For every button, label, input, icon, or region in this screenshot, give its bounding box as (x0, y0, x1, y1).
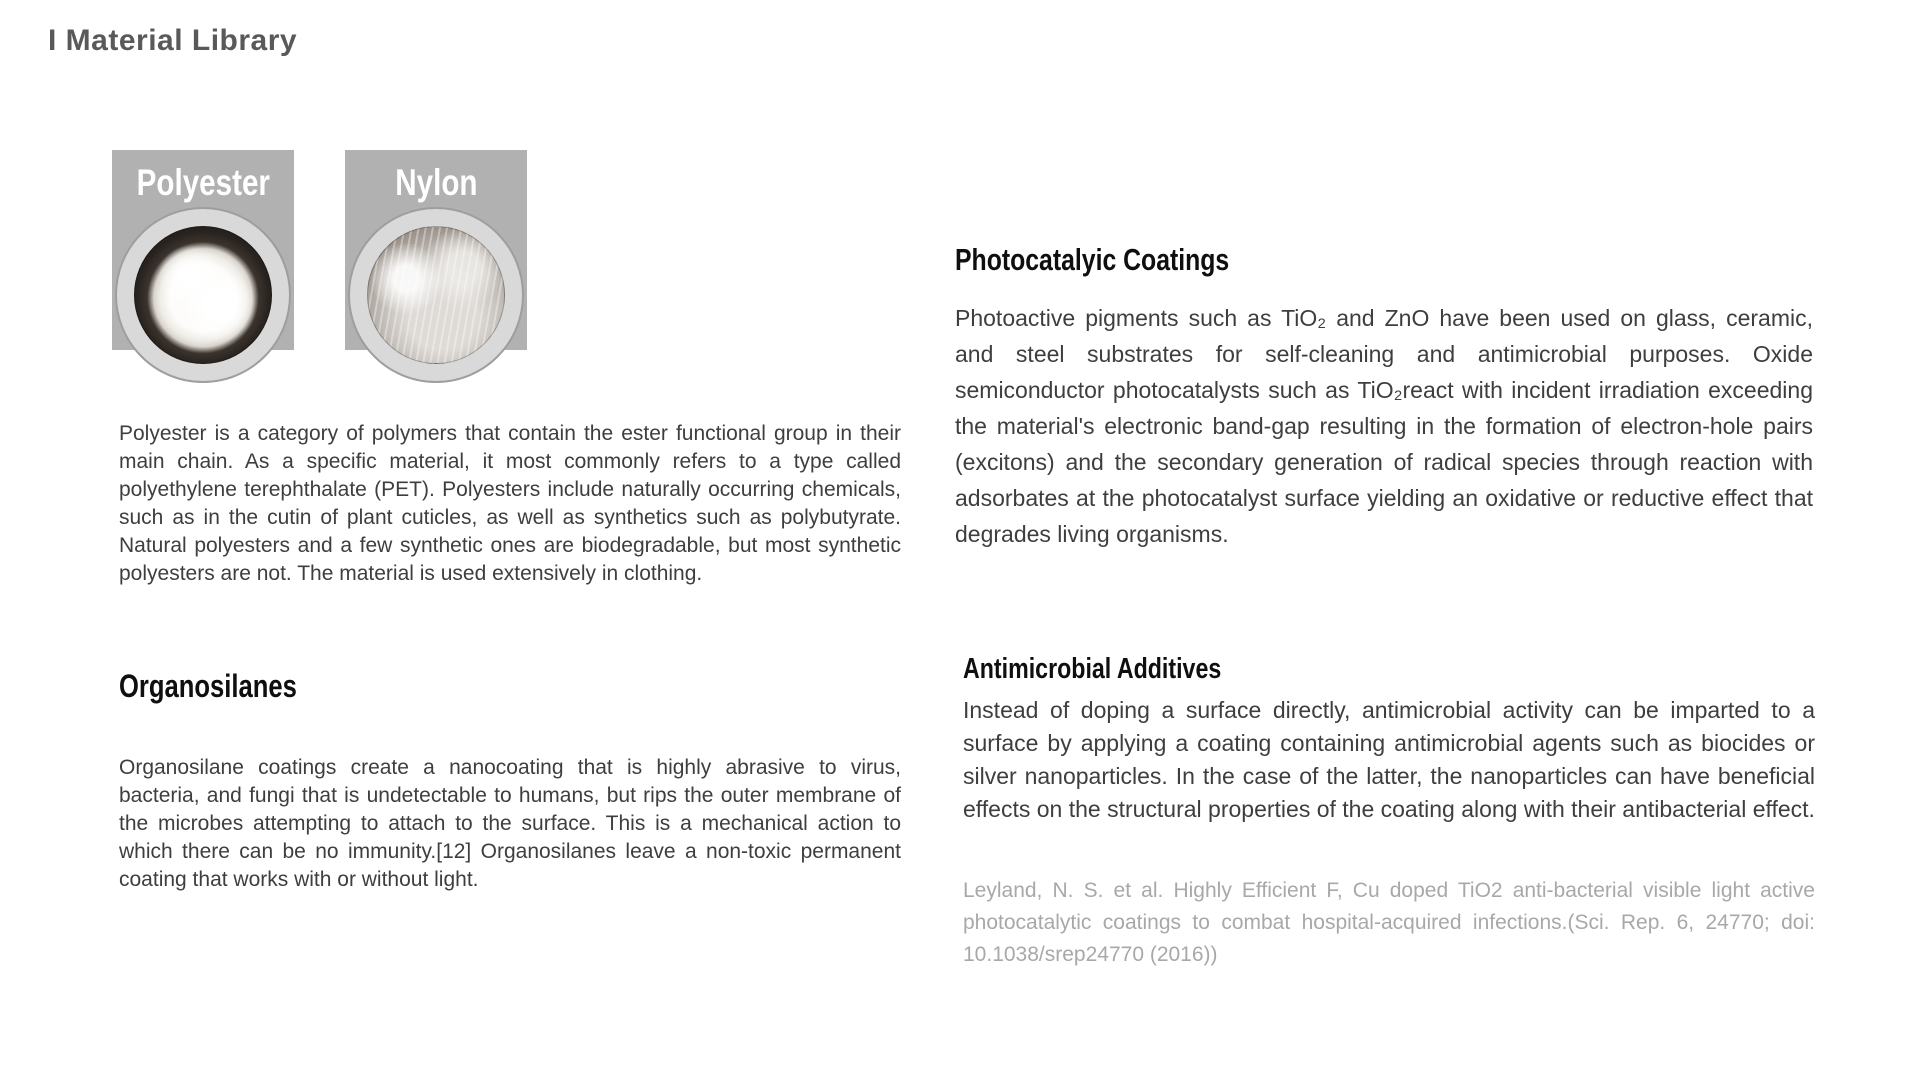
material-card-polyester-label (112, 162, 294, 204)
polyester-photo-ring (115, 207, 291, 383)
citation-text: Leyland, N. S. et al. Highly Efficient F, Cu doped TiO2 anti-bacterial visible light active photocatalytic coatings to combat hospital-acquired infections.(Sci. Rep. 6, 24770; doi: 10.1038/srep24770 (2016)) (963, 879, 1815, 966)
nylon-photo (367, 226, 505, 364)
antimicrobial-heading (963, 653, 1286, 686)
antimicrobial-heading-text: Antimicrobial Additives (963, 653, 1222, 685)
polyester-description: Polyester is a category of polymers that contain the ester functional group in their main chain. As a specific material, it most commonly refers to a type called polyethylene terephthalate (PET). Polyesters include naturally occurring chemicals, such as in the cutin of plant cuticles, as well as synthetics such as polybutyrate. Natural polyesters and a few synthetic ones are biodegradable, but most synthetic polyesters are not. The material is used extensively in clothing. (119, 422, 901, 585)
organosilanes-heading-text: Organosilanes (119, 668, 297, 704)
page-title: I Material Library (48, 24, 298, 57)
material-name-polyester: Polyester (136, 162, 270, 203)
photocatalytic-description: Photoactive pigments such as TiO₂ and ZnO have been used on glass, ceramic, and steel substrates for self-cleaning and antimicrobial purposes. Oxide semiconductor photocatalysts such as TiO₂react with incident irradiation exceeding the material's electronic band-gap resulting in the formation of electron-hole pairs (excitons) and the secondary generation of radical species through reaction with adsorbates at the photocatalyst surface yielding an oxidative or reductive effect that degrades living organisms. (955, 305, 1813, 547)
polyester-photo (134, 226, 272, 364)
material-card-nylon-label (345, 162, 527, 204)
photocatalytic-heading-text: Photocatalyic Coatings (955, 242, 1230, 277)
material-name-nylon: Nylon (394, 162, 478, 203)
material-card-polyester (112, 150, 294, 350)
organosilanes-heading (119, 668, 341, 705)
photocatalytic-heading (955, 242, 1298, 278)
antimicrobial-description: Instead of doping a surface directly, antimicrobial activity can be imparted to a surface by applying a coating containing antimicrobial agents such as biocides or silver nanoparticles. In the case of the latter, the nanoparticles can have beneficial effects on the structural properties of the coating along with their antibacterial effect. (963, 697, 1815, 822)
material-card-nylon (345, 150, 527, 350)
organosilanes-description: Organosilane coatings create a nanocoating that is highly abrasive to virus, bacteria, and fungi that is undetectable to humans, but rips the outer membrane of the microbes attempting to attach to the surface. This is a mechanical action to which there can be no immunity.[12] Organosilanes leave a non-toxic permanent coating that works with or without light. (119, 756, 901, 891)
nylon-photo-ring (348, 207, 524, 383)
